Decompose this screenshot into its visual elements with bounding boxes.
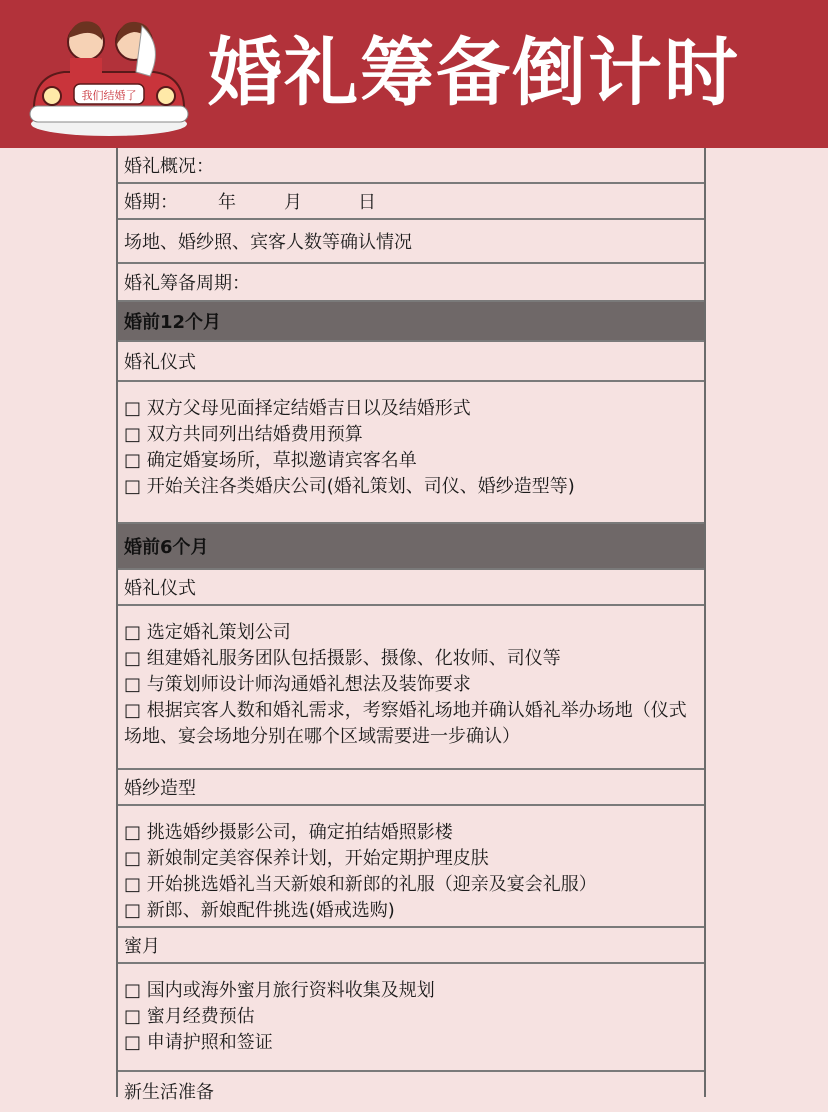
checklist-item: □ 开始关注各类婚庆公司(婚礼策划、司仪、婚纱造型等)	[124, 476, 575, 497]
checklist-item: □ 与策划师设计师沟通婚礼想法及装饰要求	[124, 674, 471, 695]
group-title: 婚纱造型	[124, 778, 196, 799]
checklist-item: □ 申请护照和签证	[124, 1032, 273, 1053]
section-header-label: 婚前12个月	[124, 312, 222, 333]
group-title: 婚礼仪式	[124, 578, 196, 599]
confirm-row	[118, 220, 704, 264]
header-banner	[0, 0, 828, 148]
checklist-item: □ 开始挑选婚礼当天新娘和新郎的礼服（迎亲及宴会礼服）	[124, 874, 597, 895]
wedding-car-logo	[24, 6, 194, 144]
checklist-item: □ 双方父母见面择定结婚吉日以及结婚形式	[124, 398, 471, 419]
checklist-items-block	[118, 606, 704, 770]
checklist-item: □ 组建婚礼服务团队包括摄影、摄像、化妆师、司仪等	[124, 648, 561, 669]
overview-title-row	[118, 148, 704, 184]
checklist-item: □ 双方共同列出结婚费用预算	[124, 424, 363, 445]
checklist-item: □ 确定婚宴场所，草拟邀请宾客名单	[124, 450, 417, 471]
section-header-12-months	[118, 302, 704, 342]
cycle-row	[118, 264, 704, 302]
date-label: 婚期：	[124, 192, 178, 213]
checklist-item: □ 新郎、新娘配件挑选(婚戒选购)	[124, 900, 395, 921]
checklist-table	[116, 148, 706, 1103]
group-title-row	[118, 570, 704, 606]
checklist-items-block	[118, 382, 704, 524]
checklist-item: □ 蜜月经费预估	[124, 1006, 255, 1027]
checklist-item: □ 选定婚礼策划公司	[124, 622, 291, 643]
section-header-label: 婚前6个月	[124, 537, 209, 558]
date-day: 日	[358, 192, 376, 213]
checklist-item: □ 新娘制定美容保养计划，开始定期护理皮肤	[124, 848, 489, 869]
checklist-items-block	[118, 806, 704, 928]
page-title: 婚礼筹备倒计时	[208, 30, 740, 116]
wedding-date-row	[118, 184, 704, 220]
logo-plate-text: 我们结婚了	[81, 89, 137, 102]
cycle-text: 婚礼筹备周期：	[124, 273, 250, 294]
overview-title: 婚礼概况：	[124, 156, 214, 177]
group-title: 新生活准备	[124, 1082, 214, 1103]
checklist-items-block	[118, 964, 704, 1072]
checklist-item: □ 挑选婚纱摄影公司，确定拍结婚照影楼	[124, 822, 453, 843]
checklist-item: □ 国内或海外蜜月旅行资料收集及规划	[124, 980, 435, 1001]
group-title-row	[118, 928, 704, 964]
group-title-row	[118, 1072, 704, 1112]
group-title-row	[118, 770, 704, 806]
date-month: 月	[284, 192, 302, 213]
group-title: 婚礼仪式	[124, 352, 196, 373]
group-title: 蜜月	[124, 936, 160, 957]
section-header-6-months	[118, 524, 704, 570]
confirm-text: 场地、婚纱照、宾客人数等确认情况	[124, 232, 412, 253]
group-title-row	[118, 342, 704, 382]
date-year: 年	[218, 192, 236, 213]
checklist-item: □ 根据宾客人数和婚礼需求，考察婚礼场地并确认婚礼举办场地（仪式场地、宴会场地分别在哪个区域需要进一步确认）	[124, 700, 687, 747]
